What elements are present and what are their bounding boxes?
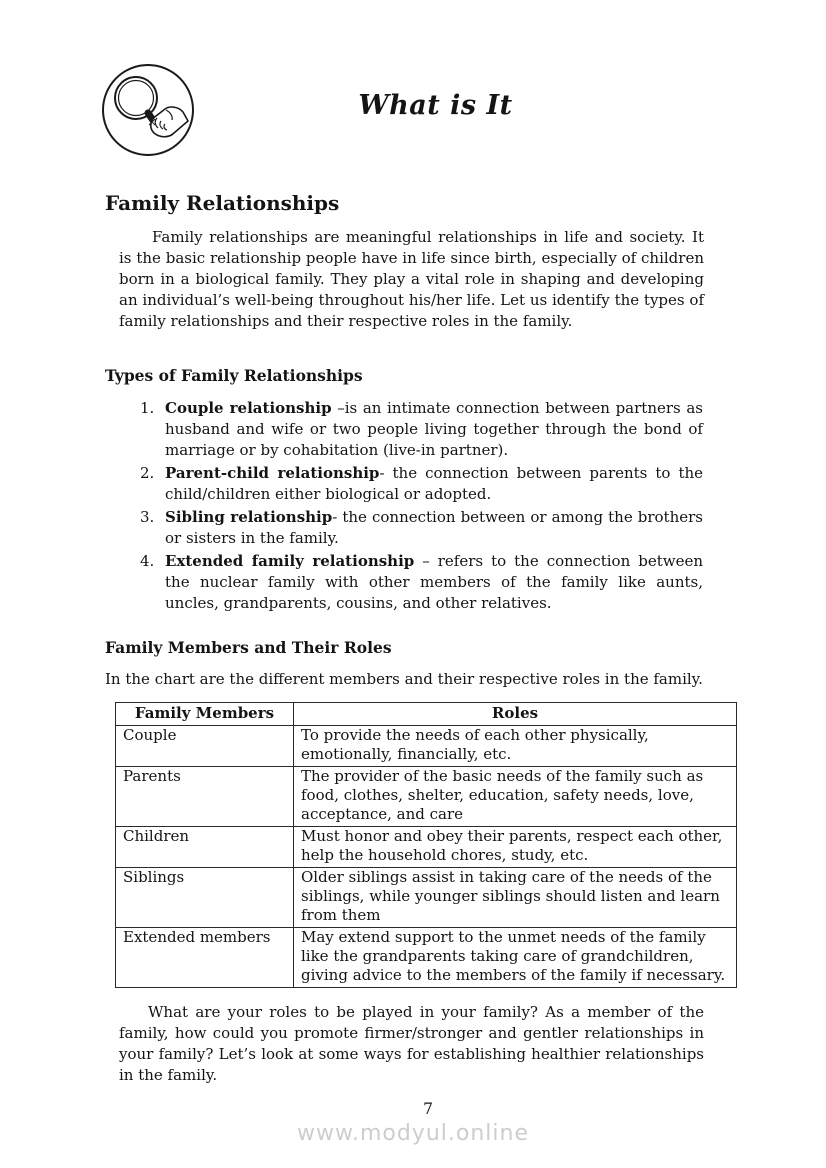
term-definition: - the connection between parents to the child/children either biological or adopted. bbox=[165, 464, 704, 503]
member-cell: Siblings bbox=[116, 868, 294, 928]
roles-heading: Family Members and Their Roles bbox=[105, 638, 392, 657]
list-item-text bbox=[165, 463, 703, 505]
watermark-text: www.modyul.online bbox=[297, 1121, 529, 1146]
member-cell: Extended members bbox=[116, 928, 294, 988]
role-cell: Must honor and obey their parents, respect each other, help the household chores, study, etc. bbox=[294, 827, 737, 868]
member-cell: Couple bbox=[116, 726, 294, 767]
chart-intro-text: In the chart are the different members and their respective roles in the family. bbox=[105, 670, 703, 688]
term-definition: - the connection between or among the brothers or sisters in the family. bbox=[165, 508, 703, 547]
page-title: What is It bbox=[358, 90, 513, 121]
members-column-header: Family Members bbox=[116, 703, 294, 726]
table-row bbox=[116, 928, 737, 988]
list-item bbox=[140, 398, 703, 461]
term-definition: –is an intimate connection between partners as husband and wife or two people living together through the bond of marriage or by cohabitation (live-in partner). bbox=[165, 399, 703, 459]
role-cell: Older siblings assist in taking care of the needs of the siblings, while younger siblings should listen and learn from them bbox=[294, 868, 737, 928]
list-number: 2. bbox=[140, 464, 155, 482]
roles-column-header: Roles bbox=[294, 703, 737, 726]
table-header-row bbox=[116, 703, 737, 726]
table-row bbox=[116, 827, 737, 868]
list-number: 4. bbox=[140, 552, 155, 570]
role-cell: The provider of the basic needs of the family such as food, clothes, shelter, education, safety needs, love, acceptance, and care bbox=[294, 767, 737, 827]
table-row bbox=[116, 767, 737, 827]
family-roles-table bbox=[115, 702, 737, 988]
list-item-text bbox=[165, 398, 703, 461]
term-definition: – refers to the connection between the nuclear family with other members of the family like aunts, uncles, grandparents, cousins, and other relatives. bbox=[165, 552, 703, 612]
member-cell: Parents bbox=[116, 767, 294, 827]
term-label: Couple relationship bbox=[165, 399, 332, 417]
list-item bbox=[140, 507, 703, 549]
closing-paragraph: What are your roles to be played in your family? As a member of the family, how could you promote firmer/stronger and gentler relationships in your family? Let’s look at some ways for establishing healthier relationships in the family. bbox=[119, 1003, 704, 1084]
page-header bbox=[0, 0, 826, 158]
table-row bbox=[116, 726, 737, 767]
table-row bbox=[116, 868, 737, 928]
family-relationships-heading: Family Relationships bbox=[105, 191, 340, 215]
page-number: 7 bbox=[423, 1100, 433, 1118]
term-label: Sibling relationship bbox=[165, 508, 333, 526]
list-item bbox=[140, 463, 703, 505]
list-number: 1. bbox=[140, 399, 155, 417]
list-item bbox=[140, 551, 703, 614]
list-number: 3. bbox=[140, 508, 155, 526]
role-cell: May extend support to the unmet needs of the family like the grandparents taking care of grandchildren, giving advice to the members of the family if necessary. bbox=[294, 928, 737, 988]
list-item-text bbox=[165, 551, 703, 614]
member-cell: Children bbox=[116, 827, 294, 868]
term-label: Parent-child relationship bbox=[165, 464, 380, 482]
term-label: Extended family relationship bbox=[165, 552, 415, 570]
types-heading: Types of Family Relationships bbox=[105, 366, 363, 385]
types-list bbox=[140, 398, 703, 614]
list-item-text bbox=[165, 507, 703, 549]
intro-paragraph: Family relationships are meaningful relationships in life and society. It is the basic relationship people have in life since birth, especially of children born in a biological family. They play a vital role in shaping and developing an individual’s well-being throughout his/her life. Let us identify the types of family relationships and their respective roles in the family. bbox=[119, 228, 704, 330]
role-cell: To provide the needs of each other physically, emotionally, financially, etc. bbox=[294, 726, 737, 767]
